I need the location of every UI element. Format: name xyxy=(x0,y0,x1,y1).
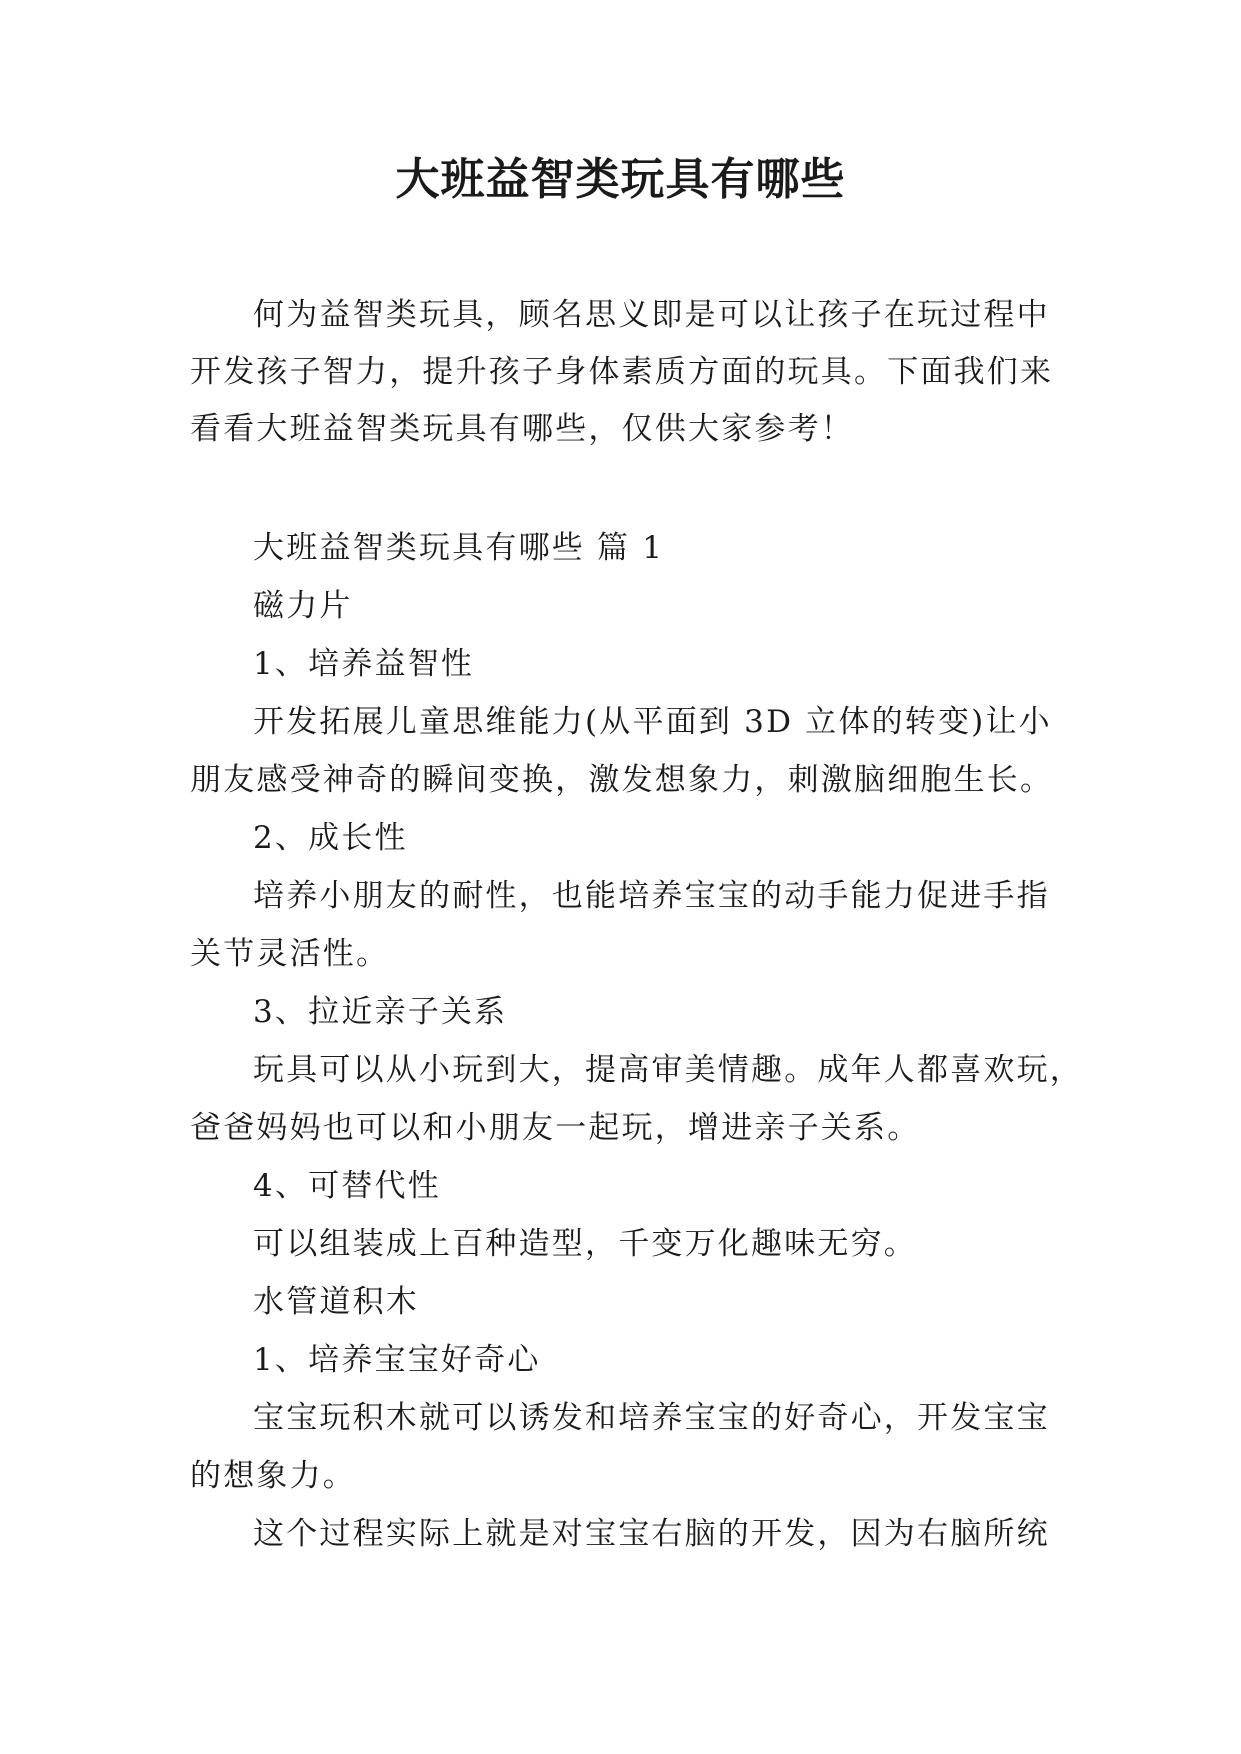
paragraph-line: 这个过程实际上就是对宝宝右脑的开发，因为右脑所统 xyxy=(253,1516,1050,1552)
point-heading-1: 1、培养宝宝好奇心 xyxy=(253,1342,541,1378)
paragraph-line: 宝宝玩积木就可以诱发和培养宝宝的好奇心，开发宝宝 xyxy=(253,1400,1050,1436)
point-heading-2: 2、成长性 xyxy=(253,820,408,856)
point-heading-1: 1、培养益智性 xyxy=(253,646,475,682)
document-title: 大班益智类玩具有哪些 xyxy=(395,154,846,205)
paragraph-line: 爸爸妈妈也可以和小朋友一起玩，增进亲子关系。 xyxy=(190,1110,921,1146)
paragraph-line: 玩具可以从小玩到大，提高审美情趣。成年人都喜欢玩， xyxy=(253,1052,1083,1088)
intro-line-1: 何为益智类玩具，顾名思义即是可以让孩子在玩过程中 xyxy=(253,297,1050,333)
paragraph-line: 的想象力。 xyxy=(190,1458,356,1494)
paragraph-line: 朋友感受神奇的瞬间变换，激发想象力，刺激脑细胞生长。 xyxy=(190,762,1054,798)
subsection-heading-magnetic-tiles: 磁力片 xyxy=(253,588,353,624)
section-heading: 大班益智类玩具有哪些 篇 1 xyxy=(253,530,665,566)
intro-line-3: 看看大班益智类玩具有哪些，仅供大家参考！ xyxy=(190,411,854,447)
intro-line-2: 开发孩子智力，提升孩子身体素质方面的玩具。下面我们来 xyxy=(190,354,1054,390)
point-heading-4: 4、可替代性 xyxy=(253,1168,441,1204)
subsection-heading-water-pipe-blocks: 水管道积木 xyxy=(253,1284,419,1320)
paragraph-line: 培养小朋友的耐性，也能培养宝宝的动手能力促进手指 xyxy=(253,878,1050,914)
paragraph-line: 可以组装成上百种造型，千变万化趣味无穷。 xyxy=(253,1226,917,1262)
paragraph-line: 开发拓展儿童思维能力(从平面到 3D 立体的转变)让小 xyxy=(253,704,1052,740)
point-heading-3: 3、拉近亲子关系 xyxy=(253,994,508,1030)
paragraph-line: 关节灵活性。 xyxy=(190,936,390,972)
